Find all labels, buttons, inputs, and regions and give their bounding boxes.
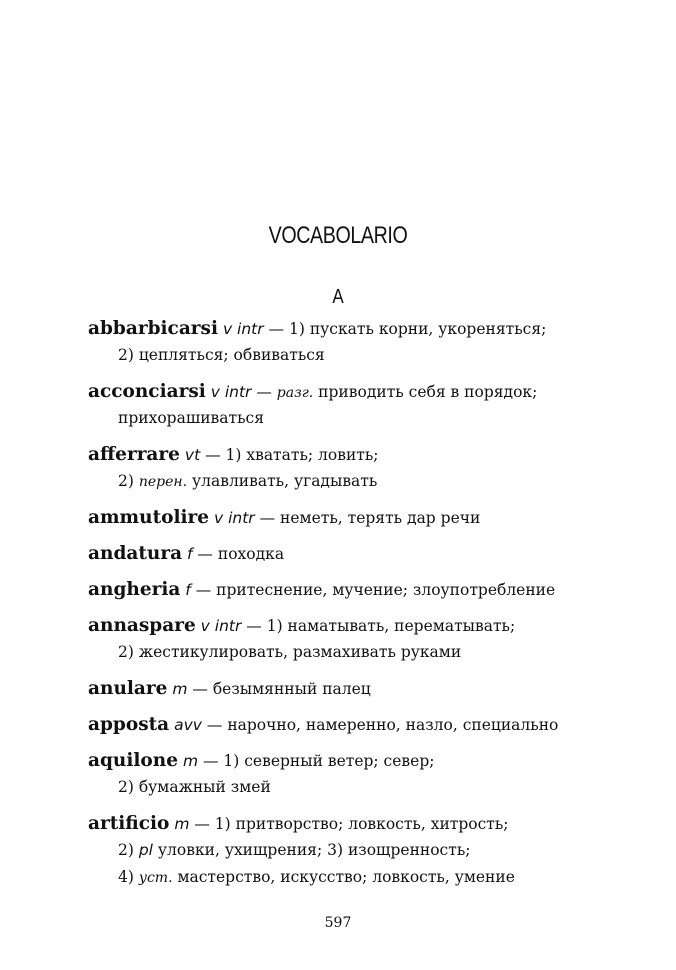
headword: artificio: [88, 813, 170, 834]
entry-continuation-line: [88, 468, 648, 495]
entry-continuation-line: [88, 774, 648, 801]
entry-first-line: [88, 612, 648, 639]
dictionary-entry: [88, 810, 648, 891]
entry-first-line: [88, 540, 648, 567]
dictionary-entry: [88, 315, 648, 369]
grammar-label: v intr: [222, 320, 264, 338]
translation: уловки, ухищрения; 3) изощренность;: [153, 841, 471, 859]
usage-note: разг.: [276, 385, 314, 401]
grammar-label: m: [172, 680, 188, 698]
page-title: VOCABOLARIO: [268, 222, 408, 249]
usage-note: уст.: [138, 870, 173, 886]
entry-first-line: [88, 810, 648, 837]
dictionary-entry: [88, 504, 648, 531]
usage-note: перен.: [138, 474, 188, 490]
dash: —: [251, 383, 277, 401]
dash: —: [200, 446, 226, 464]
translation: улавливать, угадывать: [187, 472, 378, 490]
dash: —: [192, 545, 218, 563]
sense-number: 4): [118, 868, 139, 886]
entry-first-line: [88, 576, 648, 603]
dash: —: [201, 716, 228, 734]
translation: 1) северный ветер; север;: [223, 752, 435, 770]
translation: походка: [217, 545, 285, 563]
headword: anulare: [88, 678, 168, 699]
sense-number: 2): [118, 472, 139, 490]
grammar-label: v intr: [213, 509, 255, 527]
entry-first-line: [88, 747, 648, 774]
translation: 1) хватать; ловить;: [225, 446, 379, 464]
dash: —: [187, 680, 213, 698]
entry-first-line: [88, 504, 648, 531]
translation: неметь, терять дар речи: [280, 509, 481, 527]
translation: безымянный палец: [212, 680, 371, 698]
grammar-label: avv: [174, 716, 202, 734]
entry-first-line: [88, 675, 648, 702]
entry-continuation-line: [88, 864, 648, 891]
dash: —: [241, 617, 267, 635]
translation: приводить себя в порядок;: [313, 383, 538, 401]
entry-first-line: [88, 378, 648, 405]
dash: —: [263, 320, 289, 338]
dictionary-entry: [88, 747, 648, 801]
translation: 2) цепляться; обвиваться: [118, 346, 325, 364]
headword: abbarbicarsi: [88, 318, 218, 339]
section-letter: A: [332, 286, 344, 308]
entry-first-line: [88, 315, 648, 342]
entry-first-line: [88, 711, 648, 738]
dictionary-entry: [88, 441, 648, 495]
grammar-label: vt: [184, 446, 201, 464]
headword: acconciarsi: [88, 381, 206, 402]
translation: нарочно, намеренно, назло, специально: [227, 716, 559, 734]
dictionary-entry: [88, 576, 648, 603]
dash: —: [190, 581, 217, 599]
entry-continuation-line: [88, 639, 648, 666]
entry-continuation-line: [88, 837, 648, 864]
page-number: 597: [324, 915, 352, 931]
dictionary-entry: [88, 540, 648, 567]
entry-continuation-line: [88, 405, 648, 432]
headword: andatura: [88, 543, 183, 564]
grammar-label: m: [174, 815, 190, 833]
grammar-label: pl: [138, 841, 153, 859]
dash: —: [198, 752, 224, 770]
translation: мастерство, искусство; ловкость, умение: [172, 868, 515, 886]
entry-first-line: [88, 441, 648, 468]
translation: 1) наматывать, перематывать;: [266, 617, 516, 635]
translation: прихорашиваться: [118, 409, 265, 427]
translation: 1) притворство; ловкость, хитрость;: [214, 815, 509, 833]
translation: 1) пускать корни, укореняться;: [288, 320, 547, 338]
headword: aquilone: [88, 750, 178, 771]
grammar-label: v intr: [210, 383, 252, 401]
headword: apposta: [88, 714, 170, 735]
dash: —: [254, 509, 281, 527]
headword: angheria: [88, 579, 181, 600]
grammar-label: m: [182, 752, 199, 770]
vocabulary-list: [88, 315, 648, 900]
dictionary-entry: [88, 675, 648, 702]
translation: 2) жестикулировать, размахивать руками: [118, 643, 462, 661]
entry-continuation-line: [88, 342, 648, 369]
headword: annaspare: [88, 615, 196, 636]
dash: —: [189, 815, 215, 833]
dictionary-entry: [88, 612, 648, 666]
dictionary-entry: [88, 378, 648, 432]
grammar-label: v intr: [200, 617, 242, 635]
dictionary-entry: [88, 711, 648, 738]
grammar-label: f: [187, 545, 193, 563]
translation: 2) бумажный змей: [118, 778, 271, 796]
headword: ammutolire: [88, 507, 210, 528]
sense-number: 2): [118, 841, 139, 859]
grammar-label: f: [185, 581, 191, 599]
translation: притеснение, мучение; злоупотребление: [216, 581, 556, 599]
headword: afferrare: [88, 444, 180, 465]
